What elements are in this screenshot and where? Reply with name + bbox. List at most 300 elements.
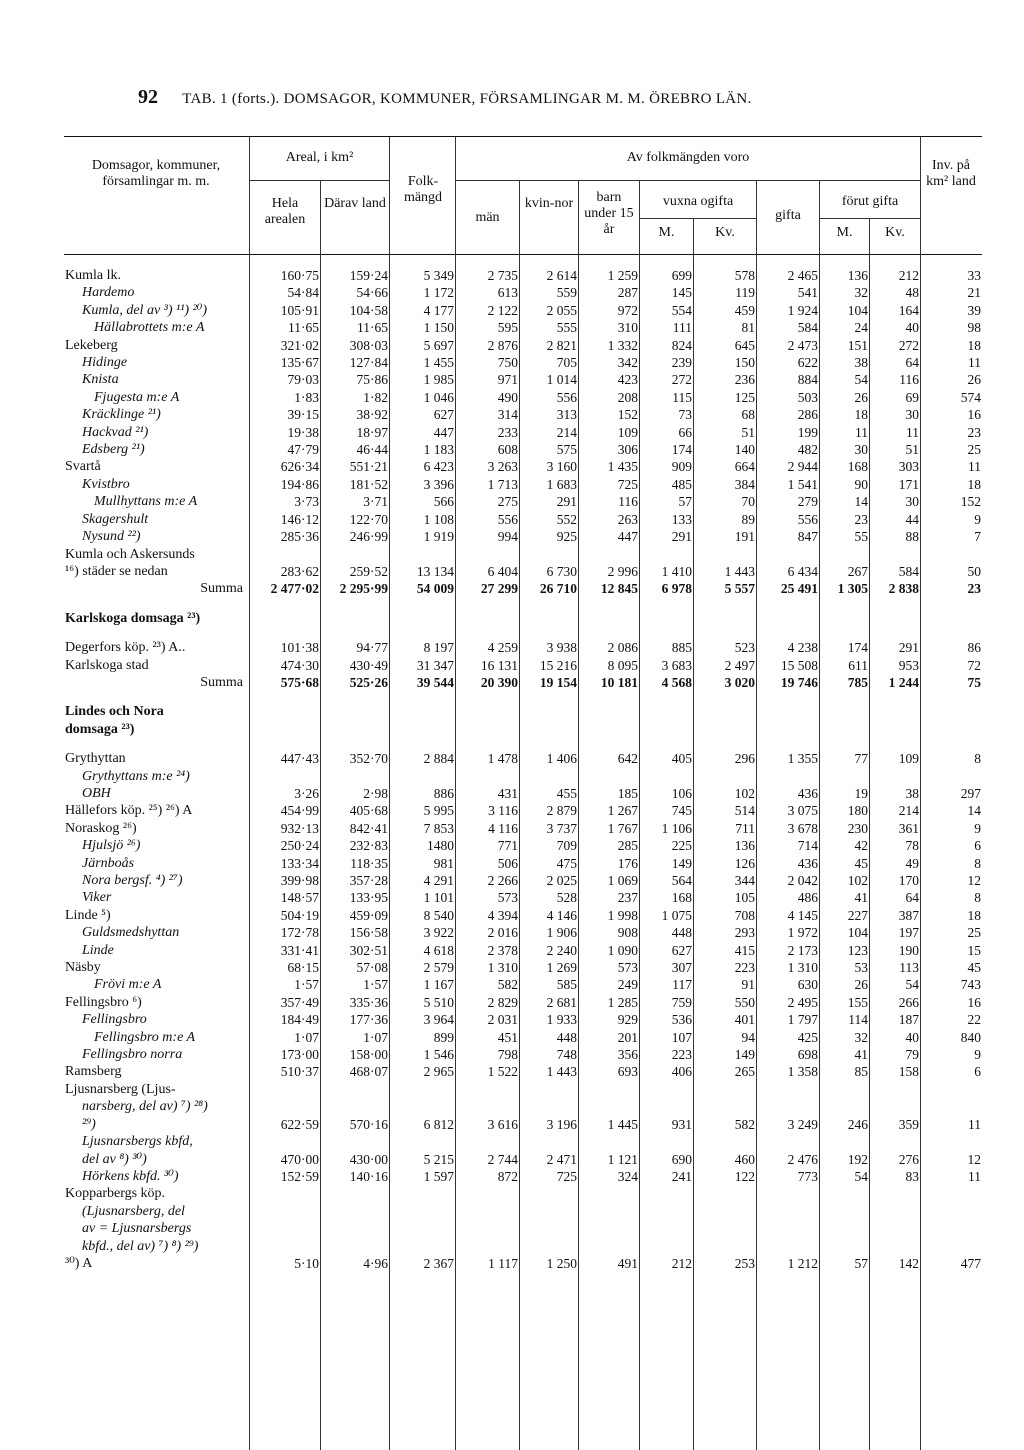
- cell: 45: [854, 855, 868, 871]
- cell: 27 299: [480, 581, 518, 597]
- row-name: Järnboås: [82, 855, 135, 871]
- cell: 425: [797, 1029, 818, 1045]
- cell: 459·09: [349, 907, 388, 923]
- cell: 2 471: [546, 1151, 577, 1167]
- row-name: Kräcklinge ²¹): [82, 407, 161, 423]
- table-row: [64, 424, 982, 441]
- cell: 711: [735, 820, 755, 836]
- cell: 709: [556, 838, 577, 854]
- cell: 98: [967, 320, 981, 336]
- row-name: narsberg, del av) ⁷) ²⁸): [82, 1099, 208, 1115]
- cell: 477: [960, 1255, 981, 1271]
- row-name: Hjulsjö ²⁶): [82, 838, 141, 854]
- cell: 2 497: [724, 657, 755, 673]
- cell: 971: [497, 372, 518, 388]
- cell: 8 095: [607, 657, 638, 673]
- cell: 1 985: [423, 372, 454, 388]
- row-name: Näsby: [65, 960, 101, 976]
- cell: [920, 768, 982, 785]
- cell: 250·24: [280, 838, 319, 854]
- cell: 824: [671, 337, 692, 353]
- cell: [249, 1133, 320, 1150]
- cell: [819, 1133, 869, 1150]
- cell: 88: [905, 529, 919, 545]
- cell: 2 266: [487, 873, 518, 888]
- cell: 622: [797, 355, 818, 371]
- cell: 359: [898, 1116, 919, 1132]
- cell: [920, 1133, 982, 1150]
- cell: 102: [847, 873, 868, 888]
- cell: 116: [899, 372, 919, 388]
- cell: [920, 1203, 982, 1220]
- cell: 785: [847, 674, 868, 690]
- header-forut-m: M.: [836, 225, 853, 240]
- cell: 2 378: [487, 942, 518, 958]
- cell: 909: [671, 459, 692, 475]
- table-row: [64, 907, 982, 924]
- cell: 725: [556, 1168, 577, 1184]
- sub-rule: [455, 180, 920, 181]
- cell: 293: [734, 925, 755, 941]
- cell: [819, 1220, 869, 1237]
- cell: 578: [734, 268, 755, 283]
- cell: 276: [898, 1151, 919, 1167]
- row-name: Hällabrottets m:e A: [94, 320, 205, 336]
- row-name: Karlskoga stad: [65, 657, 149, 673]
- cell: 89: [741, 511, 755, 527]
- cell: 4 116: [488, 820, 518, 836]
- cell: 5 557: [724, 581, 755, 597]
- cell: 22: [967, 1012, 981, 1028]
- cell: [389, 1220, 455, 1237]
- cell: 25: [967, 442, 981, 458]
- cell: 664: [734, 459, 755, 475]
- cell: 8: [974, 751, 981, 767]
- cell: 1 090: [607, 942, 638, 958]
- cell: 2 473: [787, 337, 818, 353]
- top-rule: [64, 136, 982, 137]
- cell: 1 546: [423, 1047, 454, 1063]
- cell: 622·59: [280, 1116, 319, 1132]
- cell: 1 767: [607, 820, 638, 836]
- cell: 324: [617, 1168, 638, 1184]
- cell: 1 106: [661, 820, 692, 836]
- cell: 6: [974, 1064, 981, 1080]
- cell: 15 216: [539, 657, 577, 673]
- cell: [869, 768, 920, 785]
- cell: 352·70: [349, 751, 388, 767]
- header-man: män: [475, 210, 500, 225]
- cell: 3·71: [363, 494, 388, 510]
- cell: 448: [671, 925, 692, 941]
- table-row: [64, 924, 982, 941]
- row-name: Hällefors köp. ²⁵) ²⁶) A: [65, 803, 193, 819]
- cell: [320, 1098, 389, 1115]
- cell: 25: [967, 925, 981, 941]
- cell: 91: [741, 977, 755, 993]
- cell: [869, 1185, 920, 1202]
- cell: [249, 768, 320, 785]
- table-row: [64, 855, 982, 872]
- cell: [693, 546, 756, 563]
- row-name: Summa: [200, 581, 243, 597]
- cell: 223: [671, 1047, 692, 1063]
- cell: 4 146: [546, 907, 577, 923]
- row-name: Lekeberg: [65, 337, 118, 353]
- cell: 344: [734, 873, 755, 888]
- cell: 5 349: [423, 268, 454, 283]
- cell: 38: [905, 785, 919, 801]
- cell: 191: [734, 529, 755, 545]
- cell: 1 069: [607, 873, 638, 888]
- cell: 39 544: [416, 674, 454, 690]
- row-name: Kopparbergs köp.: [65, 1186, 166, 1202]
- sub-rule: [819, 218, 920, 219]
- cell: 149: [734, 1047, 755, 1063]
- cell: 1 150: [423, 320, 454, 336]
- table-row: [64, 406, 982, 423]
- cell: 570·16: [349, 1116, 388, 1132]
- cell: [639, 1238, 693, 1255]
- cell: 236: [734, 372, 755, 388]
- cell: 308·03: [349, 337, 388, 353]
- header-folk: Folk-mängd: [403, 174, 443, 205]
- cell: [320, 1238, 389, 1255]
- cell: 2 173: [787, 942, 818, 958]
- cell: 1 108: [423, 511, 454, 527]
- cell: 773: [797, 1168, 818, 1184]
- cell: 2 367: [423, 1255, 454, 1271]
- header-gifta: gifta: [775, 208, 801, 223]
- cell: 3 683: [661, 657, 692, 673]
- cell: 708: [734, 907, 755, 923]
- table-row: [64, 721, 982, 738]
- cell: 225: [671, 838, 692, 854]
- cell: 116: [618, 494, 638, 510]
- cell: 164: [898, 302, 919, 318]
- row-name: Frövi m:e A: [94, 977, 162, 993]
- cell: [320, 1133, 389, 1150]
- cell: 249: [617, 977, 638, 993]
- cell: 699: [671, 268, 692, 283]
- cell: 3·26: [294, 785, 319, 801]
- table-row: [64, 820, 982, 837]
- table-row: [64, 750, 982, 767]
- row-name: Linde: [82, 942, 114, 958]
- cell: [819, 1238, 869, 1255]
- cell: 2 042: [787, 873, 818, 888]
- header-vuxna: vuxna ogifta: [662, 194, 734, 209]
- cell: [756, 1133, 819, 1150]
- cell: 2 744: [487, 1151, 518, 1167]
- cell: 908: [617, 925, 638, 941]
- cell: 750: [497, 355, 518, 371]
- row-name: Kumla och Askersunds: [65, 546, 195, 562]
- cell: 1 310: [487, 960, 518, 976]
- cell: 64: [905, 890, 919, 906]
- cell: [693, 1238, 756, 1255]
- table-row: [64, 639, 982, 656]
- row-name: Fjugesta m:e A: [94, 389, 180, 405]
- cell: 455: [556, 785, 577, 801]
- cell: 485: [671, 476, 692, 492]
- table-row: [64, 1133, 982, 1150]
- cell: 267: [847, 563, 868, 579]
- cell: 331·41: [280, 942, 319, 958]
- row-name: Viker: [82, 890, 112, 906]
- cell: 436: [797, 855, 818, 871]
- table-row: [64, 284, 982, 301]
- cell: 431: [497, 785, 518, 801]
- cell: 69: [905, 389, 919, 405]
- row-name: Fellingsbro norra: [82, 1047, 183, 1063]
- cell: 105·91: [280, 302, 319, 318]
- cell: 114: [848, 1012, 868, 1028]
- cell: 1 443: [724, 563, 755, 579]
- cell: 111: [672, 320, 692, 336]
- cell: [869, 1133, 920, 1150]
- cell: 759: [671, 994, 692, 1010]
- cell: 40: [905, 320, 919, 336]
- cell: 54: [905, 977, 919, 993]
- cell: 38·92: [356, 407, 388, 423]
- cell: 1·57: [294, 977, 319, 993]
- cell: 840: [960, 1029, 981, 1045]
- cell: 4·96: [363, 1255, 388, 1271]
- cell: 2 240: [546, 942, 577, 958]
- cell: [920, 1185, 982, 1202]
- cell: [578, 768, 639, 785]
- cell: 184·49: [280, 1012, 319, 1028]
- header-name: Domsagor, kommuner, församlingar m. m.: [91, 158, 221, 189]
- cell: [756, 1098, 819, 1115]
- cell: 75: [967, 674, 981, 690]
- cell: 1 933: [546, 1012, 577, 1028]
- cell: 525·26: [349, 674, 388, 690]
- cell: 2 735: [487, 268, 518, 283]
- cell: [693, 768, 756, 785]
- header-kvinnor: kvin-nor: [524, 196, 574, 211]
- cell: 423: [617, 372, 638, 388]
- cell: 19: [854, 785, 868, 801]
- cell: 1 919: [423, 529, 454, 545]
- cell: 20 390: [480, 674, 518, 690]
- cell: 536: [671, 1012, 692, 1028]
- cell: 2 821: [546, 337, 577, 353]
- cell: 104: [847, 302, 868, 318]
- cell: [819, 768, 869, 785]
- cell: 482: [797, 442, 818, 458]
- cell: 3 249: [787, 1116, 818, 1132]
- cell: 39·15: [287, 407, 319, 423]
- cell: 109: [898, 751, 919, 767]
- cell: 361: [898, 820, 919, 836]
- cell: 16: [967, 407, 981, 423]
- cell: 122·70: [349, 511, 388, 527]
- cell: [920, 1238, 982, 1255]
- cell: 2 122: [487, 302, 518, 318]
- cell: 872: [497, 1168, 518, 1184]
- cell: 1 924: [787, 302, 818, 318]
- header-vuxna-kv: Kv.: [715, 225, 735, 240]
- cell: [578, 1203, 639, 1220]
- cell: 3·73: [294, 494, 319, 510]
- cell: 302·51: [349, 942, 388, 958]
- cell: 18: [854, 407, 868, 423]
- cell: 15 508: [780, 657, 818, 673]
- cell: 30: [905, 407, 919, 423]
- row-name: Grythyttan: [65, 751, 126, 767]
- cell: 177·36: [349, 1012, 388, 1028]
- cell: 748: [556, 1047, 577, 1063]
- cell: 3 938: [546, 640, 577, 656]
- section-title: Lindes och Nora: [65, 704, 164, 720]
- cell: 1·07: [363, 1029, 388, 1045]
- cell: 387: [898, 907, 919, 923]
- cell: 275: [497, 494, 518, 510]
- row-name: Hörkens kbfd. ³⁰): [82, 1168, 179, 1184]
- cell: 32: [854, 1029, 868, 1045]
- cell: 1 522: [487, 1064, 518, 1080]
- cell: 3 020: [724, 674, 755, 690]
- cell: [920, 1098, 982, 1115]
- cell: [693, 1203, 756, 1220]
- page-title: TAB. 1 (forts.). DOMSAGOR, KOMMUNER, FÖRSAMLINGAR M. M. ÖREBRO LÄN.: [182, 91, 752, 107]
- table-row: [64, 1081, 982, 1098]
- cell: 1 358: [787, 1064, 818, 1080]
- table-row: [64, 563, 982, 580]
- row-name: Kvistbro: [82, 476, 130, 492]
- cell: 611: [848, 657, 868, 673]
- cell: 263: [617, 511, 638, 527]
- row-name: Nora bergsf. ⁴) ²⁷): [82, 873, 183, 888]
- cell: [320, 546, 389, 563]
- cell: 192: [847, 1151, 868, 1167]
- cell: 693: [617, 1064, 638, 1080]
- cell: 123: [847, 942, 868, 958]
- cell: 613: [497, 285, 518, 301]
- row-name: Guldsmedshyttan: [82, 925, 180, 941]
- cell: 53: [854, 960, 868, 976]
- cell: 26: [854, 389, 868, 405]
- row-name: Grythyttans m:e ²⁴): [82, 768, 190, 784]
- cell: 470·00: [280, 1151, 319, 1167]
- cell: 743: [960, 977, 981, 993]
- cell: 237: [617, 890, 638, 906]
- table-row: [64, 1203, 982, 1220]
- cell: 38: [854, 355, 868, 371]
- cell: 1 121: [607, 1151, 638, 1167]
- cell: 156·58: [349, 925, 388, 941]
- cell: [756, 1238, 819, 1255]
- cell: 503: [797, 389, 818, 405]
- table-row: [64, 802, 982, 819]
- page-number: 92: [138, 86, 158, 108]
- cell: [756, 768, 819, 785]
- data-table: [64, 267, 982, 1272]
- cell: 68: [741, 407, 755, 423]
- cell: 448: [556, 1029, 577, 1045]
- cell: [519, 1081, 578, 1098]
- cell: 246·99: [349, 529, 388, 545]
- cell: 551·21: [349, 459, 388, 475]
- table-row: [64, 1098, 982, 1115]
- cell: [819, 546, 869, 563]
- cell: 7: [974, 529, 981, 545]
- cell: 842·41: [349, 820, 388, 836]
- cell: 11: [968, 459, 981, 475]
- cell: 19 746: [780, 674, 818, 690]
- cell: 150: [734, 355, 755, 371]
- header-inv: Inv. på km² land: [926, 158, 976, 189]
- cell: 994: [497, 529, 518, 545]
- cell: 9: [974, 820, 981, 836]
- cell: 26: [967, 372, 981, 388]
- cell: 981: [433, 855, 454, 871]
- cell: 46·44: [356, 442, 388, 458]
- cell: 574: [960, 389, 981, 405]
- cell: [869, 1220, 920, 1237]
- cell: [249, 1220, 320, 1237]
- cell: 3 075: [787, 803, 818, 819]
- cell: [639, 1203, 693, 1220]
- cell: 11·65: [357, 320, 388, 336]
- row-name: Nysund ²²): [82, 529, 141, 545]
- cell: 42: [854, 838, 868, 854]
- cell: 798: [497, 1047, 518, 1063]
- row-name: Knista: [82, 372, 119, 388]
- table-row: [64, 302, 982, 319]
- cell: 159·24: [349, 268, 388, 283]
- cell: [389, 768, 455, 785]
- cell: 174: [671, 442, 692, 458]
- cell: 119: [735, 285, 755, 301]
- cell: 491: [617, 1255, 638, 1271]
- cell: [320, 1220, 389, 1237]
- cell: 306: [617, 442, 638, 458]
- cell: 55: [854, 529, 868, 545]
- cell: 1 478: [487, 751, 518, 767]
- cell: 14: [967, 803, 981, 819]
- cell: [693, 1133, 756, 1150]
- table-row: [64, 674, 982, 691]
- cell: [455, 546, 519, 563]
- cell: 1480: [427, 838, 454, 854]
- cell: 2 086: [607, 640, 638, 656]
- cell: 2 944: [787, 459, 818, 475]
- table-row: [64, 610, 982, 627]
- cell: 5·10: [294, 1255, 319, 1271]
- cell: 15: [967, 942, 981, 958]
- cell: 582: [734, 1116, 755, 1132]
- section-title: domsaga ²³): [65, 721, 135, 737]
- cell: 1 443: [546, 1064, 577, 1080]
- cell: [920, 1220, 982, 1237]
- cell: [455, 1203, 519, 1220]
- cell: 2·98: [363, 785, 388, 801]
- row-name: ³⁰) A: [65, 1255, 93, 1271]
- cell: 133: [671, 511, 692, 527]
- cell: 79: [905, 1047, 919, 1063]
- cell: 3 116: [488, 803, 518, 819]
- cell: [455, 1220, 519, 1237]
- cell: 564: [671, 873, 692, 888]
- cell: [389, 1238, 455, 1255]
- cell: 214: [556, 424, 577, 440]
- cell: 296: [734, 751, 755, 767]
- cell: 566: [433, 494, 454, 510]
- cell: 146·12: [280, 511, 319, 527]
